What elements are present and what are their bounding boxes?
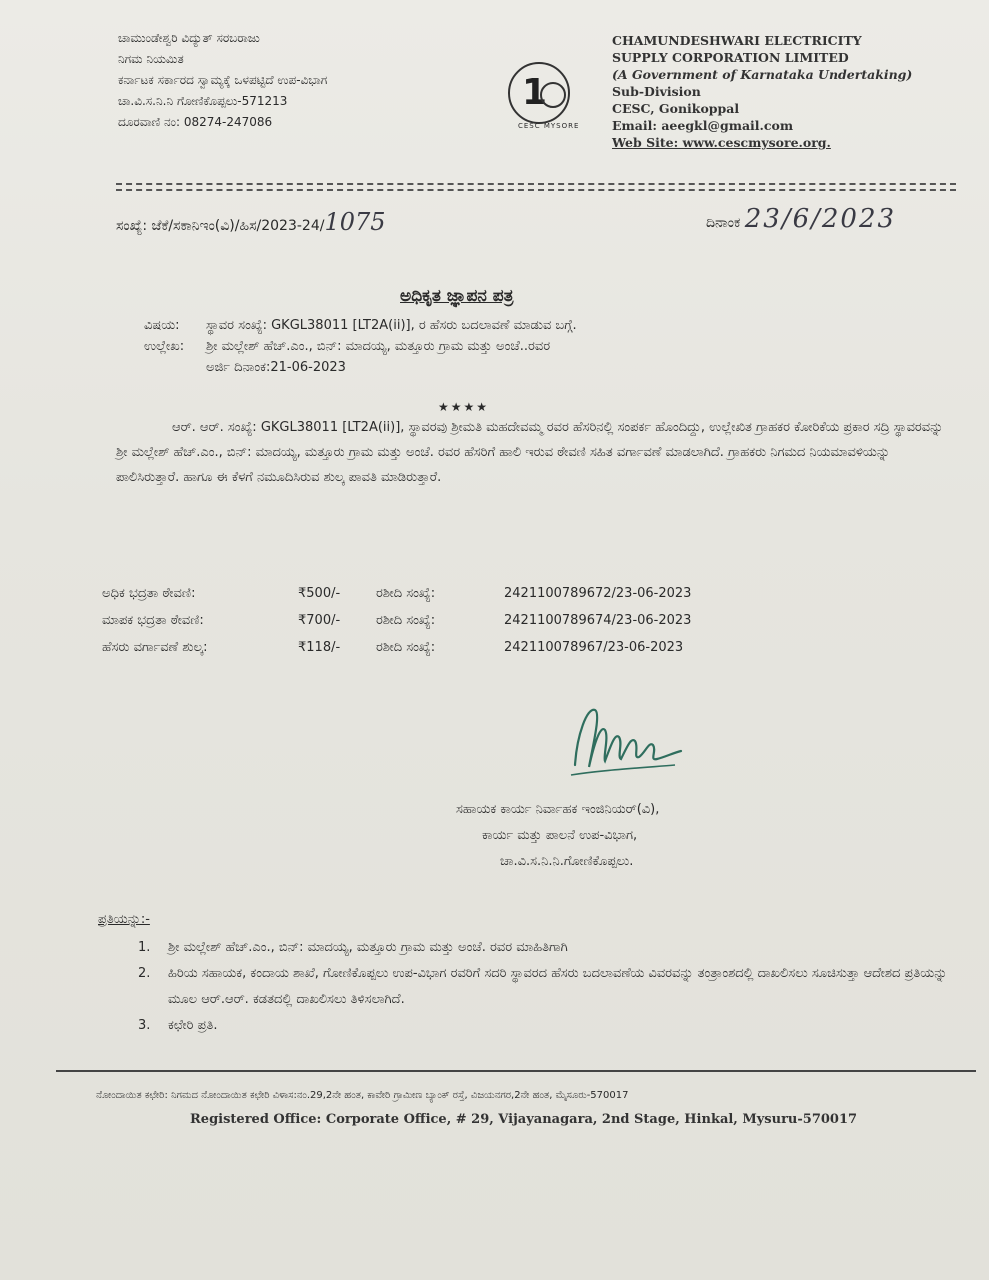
cesc-logo: 1 [508,62,570,124]
fee-row [102,580,802,607]
header-divider [116,183,956,185]
header-kn-line: ಚಾಮುಂಡೇಶ್ವರಿ ವಿದ್ಯುತ್ ಸರಬರಾಜು [118,31,260,45]
fees-list [102,580,802,661]
website-line: Web Site: www.cescmysore.org. [612,135,831,150]
header-en-line: SUPPLY CORPORATION LIMITED [612,50,849,65]
copy-item [138,961,958,1013]
subject-text: ಸ್ಥಾವರ ಸಂಖ್ಯೆ: GKGL38011 [LT2A(ii)], ರ ಹೆಸರು ಬದಲಾವಣೆ ಮಾಡುವ ಬಗ್ಗೆ. [206,318,577,333]
fee-row [102,607,802,634]
receipt-label: ರಶೀದಿ ಸಂಖ್ಯೆ: [376,613,436,628]
header-en-line: Sub-Division [612,84,701,99]
body-paragraph: ಆರ್. ಆರ್. ಸಂಖ್ಯೆ: GKGL38011 [LT2A(ii)], ಸ್ಥಾವರವು ಶ್ರೀಮತಿ ಮಹದೇವಮ್ಮ ರವರ ಹೆಸರಿನಲ್ಲಿ ಸಂಪರ್ಕ ಹೊಂದಿದ್ದು, ಉಲ್ಲೇಖಿತ ಗ್ರಾಹಕರ ಕೋರಿಕೆಯ ಪ್ರಕಾರ ಸದ್ರಿ ಸ್ಥಾವರವನ್ನು ಶ್ರೀ ಮಲ್ಲೇಶ್ ಹೆಚ್.ಎಂ., ಬಿನ್: ಮಾದಯ್ಯ, ಮತ್ತೂರು ಗ್ರಾಮ ಮತ್ತು ಅಂಚೆ. ರವರ ಹೆಸರಿಗೆ ಹಾಲಿ ಇರುವ ಠೇವಣಿ ಸಹಿತ ವರ್ಗಾವಣೆ ಮಾಡಲಾಗಿದೆ. ಗ್ರಾಹಕರು ನಿಗಮದ ನಿಯಮಾವಳಿಯನ್ನು ಪಾಲಿಸಿರುತ್ತಾರೆ. ಹಾಗೂ ಈ ಕೆಳಗೆ ನಮೂದಿಸಿರುವ ಶುಲ್ಕ ಪಾವತಿ ಮಾಡಿರುತ್ತಾರೆ. [116,420,944,485]
document-title: ಅಧಿಕೃತ ಜ್ಞಾಪನ ಪತ್ರ [400,286,514,306]
receipt-label: ರಶೀದಿ ಸಂಖ್ಯೆ: [376,640,436,655]
date-handwritten: 23/6/2023 [744,204,897,234]
copies-heading: ಪ್ರತಿಯನ್ನು:- [98,912,150,927]
header-en-line: CESC, Gonikoppal [612,101,740,116]
copies-list [138,935,958,1039]
logo-caption: CESC MYSORE [518,122,580,130]
header-kn-line: ಕರ್ನಾಟಕ ಸರ್ಕಾರದ ಸ್ವಾಮ್ಯಕ್ಕೆ ಒಳಪಟ್ಟಿದೆ ಉಪ-ವಿಭಾಗ [118,73,328,87]
header-divider [116,189,956,191]
footer-kannada: ನೋಂದಾಯಿತ ಕಛೇರಿ: ನಿಗಮದ ನೋಂದಾಯಿತ ಕಛೇರಿ ವಿಳಾಸ:ನಂ.29,2ನೇ ಹಂತ, ಕಾವೇರಿ ಗ್ರಾಮೀಣ ಬ್ಯಾಂಕ್ ರಸ್ತೆ, ವಿಜಯನಗರ,2ನೇ ಹಂತ, ಮೈಸೂರು-570017 [96,1090,629,1101]
fee-amount: ₹700/- [298,613,341,628]
subject-label: ವಿಷಯ: [144,318,180,333]
header-kn-line: ದೂರವಾಣಿ ನಂ: 08274-247086 [118,115,273,129]
reference-text: ಶ್ರೀ ಮಲ್ಲೇಶ್ ಹೆಚ್.ಎಂ., ಬಿನ್: ಮಾದಯ್ಯ, ಮತ್ತೂರು ಗ್ರಾಮ ಮತ್ತು ಅಂಚೆ..ರವರ [206,339,551,354]
receipt-number: 2421100789674/23-06-2023 [504,613,692,628]
header-kn-line: ಚಾ.ವಿ.ಸ.ನಿ.ನಿ ಗೋಣಿಕೊಪ್ಪಲು-571213 [118,94,288,108]
signature [565,695,685,785]
copy-number: 3. [138,1018,151,1033]
fee-label: ಹೆಸರು ವರ್ಗಾವಣೆ ಶುಲ್ಕ: [102,640,208,655]
fee-amount: ₹118/- [298,640,341,655]
copy-text: ಶ್ರೀ ಮಲ್ಲೇಶ್ ಹೆಚ್.ಎಂ., ಬಿನ್: ಮಾದಯ್ಯ, ಮತ್ತೂರು ಗ್ರಾಮ ಮತ್ತು ಅಂಚೆ. ರವರ ಮಾಹಿತಿಗಾಗಿ [168,940,568,955]
reference-handwritten: 1075 [324,208,386,236]
designation-line: ಸಹಾಯಕ ಕಾರ್ಯ ನಿರ್ವಾಹಕ ಇಂಜಿನಿಯರ್(ವಿ), [456,802,660,817]
copy-item [138,1013,958,1039]
copy-number: 2. [138,966,151,981]
email-line: Email: aeegkl@gmail.com [612,118,794,133]
header-kn-line: ನಿಗಮ ನಿಯಮಿತ [118,52,184,66]
date-field [706,204,896,234]
application-date: ಅರ್ಜಿ ದಿನಾಂಕ:21-06-2023 [206,360,346,375]
copy-text: ಹಿರಿಯ ಸಹಾಯಕ, ಕಂದಾಯ ಶಾಖೆ, ಗೋಣಿಕೊಪ್ಪಲು ಉಪ-ವಿಭಾಗ ರವರಿಗೆ ಸದರಿ ಸ್ಥಾವರದ ಹೆಸರು ಬದಲಾವಣೆಯ ವಿವರವನ್ನು ತಂತ್ರಾಂಶದಲ್ಲಿ ದಾಖಲಿಸಲು ಸೂಚಿಸುತ್ತಾ ಆದೇಶದ ಪ್ರತಿಯನ್ನು ಮೂಲ ಆರ್.ಆರ್. ಕಡತದಲ್ಲಿ ದಾಖಲಿಸಲು ತಿಳಿಸಲಾಗಿದೆ. [168,966,948,1007]
receipt-number: 242110078967/23-06-2023 [504,640,684,655]
header-english [612,32,982,151]
header-kannada [118,28,498,133]
date-label: ದಿನಾಂಕ [706,215,741,231]
copy-number: 1. [138,940,151,955]
copy-text: ಕಛೇರಿ ಪ್ರತಿ. [168,1018,218,1033]
receipt-label: ರಶೀದಿ ಸಂಖ್ಯೆ: [376,586,436,601]
reference-label: ಉಲ್ಲೇಖ: [144,339,185,354]
designation-block [456,797,836,875]
fee-label: ಮಾಪಕ ಭದ್ರತಾ ಠೇವಣಿ: [102,613,204,628]
copy-item [138,935,958,961]
footer-english: Registered Office: Corporate Office, # 29, Vijayanagara, 2nd Stage, Hinkal, Mysuru-570017 [190,1112,858,1127]
footer-divider [56,1070,976,1072]
fee-amount: ₹500/- [298,586,341,601]
designation-line: ಚಾ.ವಿ.ಸ.ನಿ.ನಿ.ಗೋಣಿಕೊಪ್ಪಲು. [500,854,634,869]
fee-label: ಅಧಿಕ ಭದ್ರತಾ ಠೇವಣಿ: [102,586,196,601]
reference-number [116,208,386,236]
separator-stars: ★★★★ [438,400,490,414]
header-en-line: (A Government of Karnataka Undertaking) [612,67,913,82]
receipt-number: 2421100789672/23-06-2023 [504,586,692,601]
fee-row [102,634,802,661]
reference-label: ಸಂಖ್ಯೆ: ಜೆಕೆ/ಸಕಾನಿಇಂ(ವಿ)/ಹಿಸ/2023-24/ [116,218,325,234]
header-en-line: CHAMUNDESHWARI ELECTRICITY [612,33,862,48]
subject-block [144,315,944,378]
designation-line: ಕಾರ್ಯ ಮತ್ತು ಪಾಲನೆ ಉಪ-ವಿಭಾಗ, [482,828,638,843]
